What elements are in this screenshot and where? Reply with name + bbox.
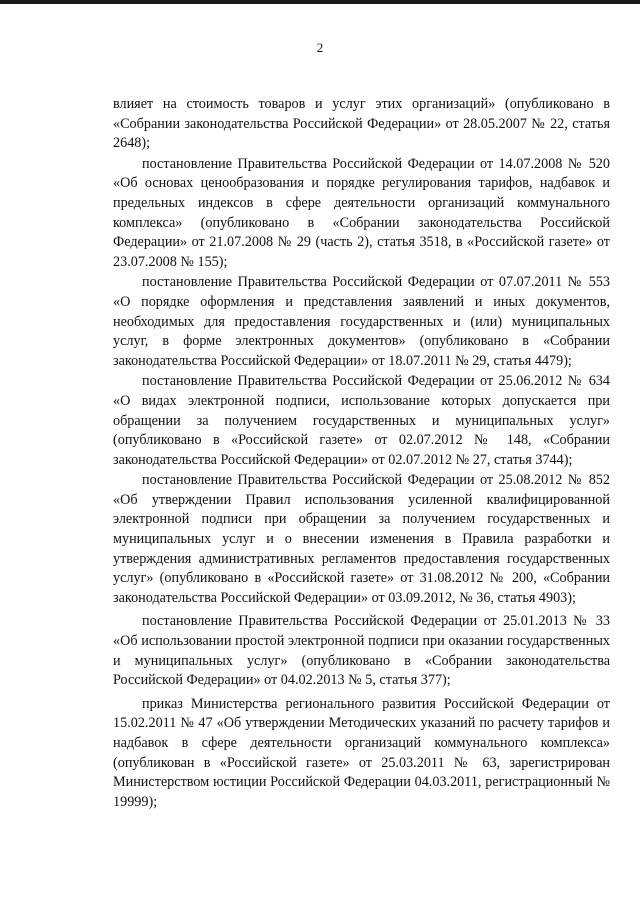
page-number: 2: [316, 40, 324, 55]
scan-top-border: [0, 0, 640, 4]
paragraph-continuation: влияет на стоимость товаров и услуг этих организаций» (опубликовано в «Собрании законодательства Российской Федерации» от 28.05.2007 № 22, статья 2648);: [113, 96, 610, 152]
paragraph-decree-634: постановление Правительства Российской Федерации от 25.06.2012 № 634 «О видах электронной подписи, использование которых допускается при обращении за получением государственных и муниципальных услуг» (опубликовано в «Российской газете» от 02.07.2012 № 148, «Собрании законодательства Российской Федерации» от 02.07.2012 № 27, статья 3744);: [113, 373, 610, 468]
document-body: [113, 95, 610, 813]
paragraph-order-47: приказ Министерства регионального развития Российской Федерации от 15.02.2011 № 47 «Об утверждении Методических указаний по расчету тарифов и надбавок в сфере деятельности организаций коммунального комплекса» (опубликован в «Российской газете» от 25.03.2011 № 63, зарегистрирован Министерством юстиции Российской Федерации 04.03.2011, регистрационный № 19999);: [113, 695, 610, 810]
paragraph-decree-553: постановление Правительства Российской Федерации от 07.07.2011 № 553 «О порядке оформления и представления заявлений и иных документов, необходимых для предоставления государственных и (или) муниципальных услуг, в форме электронных документов» (опубликовано в «Собрании законодательства Российской Федерации» от 18.07.2011 № 29, статья 4479);: [113, 274, 610, 369]
paragraph-decree-520: постановление Правительства Российской Федерации от 14.07.2008 № 520 «Об основах ценообразования и порядке регулирования тарифов, надбавок и предельных индексов в сфере деятельности организаций коммунального комплекса» (опубликовано в «Собрании законодательства Российской Федерации» от 21.07.2008 № 29 (часть 2), статья 3518, в «Российской газете» от 23.07.2008 № 155);: [113, 155, 610, 270]
paragraph-decree-33: постановление Правительства Российской Федерации от 25.01.2013 № 33 «Об использовании простой электронной подписи при оказании государственных и муниципальных услуг» (опубликовано в «Собрании законодательства Российской Федерации» от 04.02.2013 № 5, статья 377);: [113, 613, 610, 689]
paragraph-decree-852: постановление Правительства Российской Федерации от 25.08.2012 № 852 «Об утверждении Правил использования усиленной квалифицированной электронной подписи при обращении за получением государственных и муниципальных услуг и о внесении изменения в Правила разработки и утверждения административных регламентов предоставления государственных услуг» (опубликовано в «Российской газете» от 31.08.2012 № 200, «Собрании законодательства Российской Федерации» от 03.09.2012, № 36, статья 4903);: [113, 472, 610, 606]
